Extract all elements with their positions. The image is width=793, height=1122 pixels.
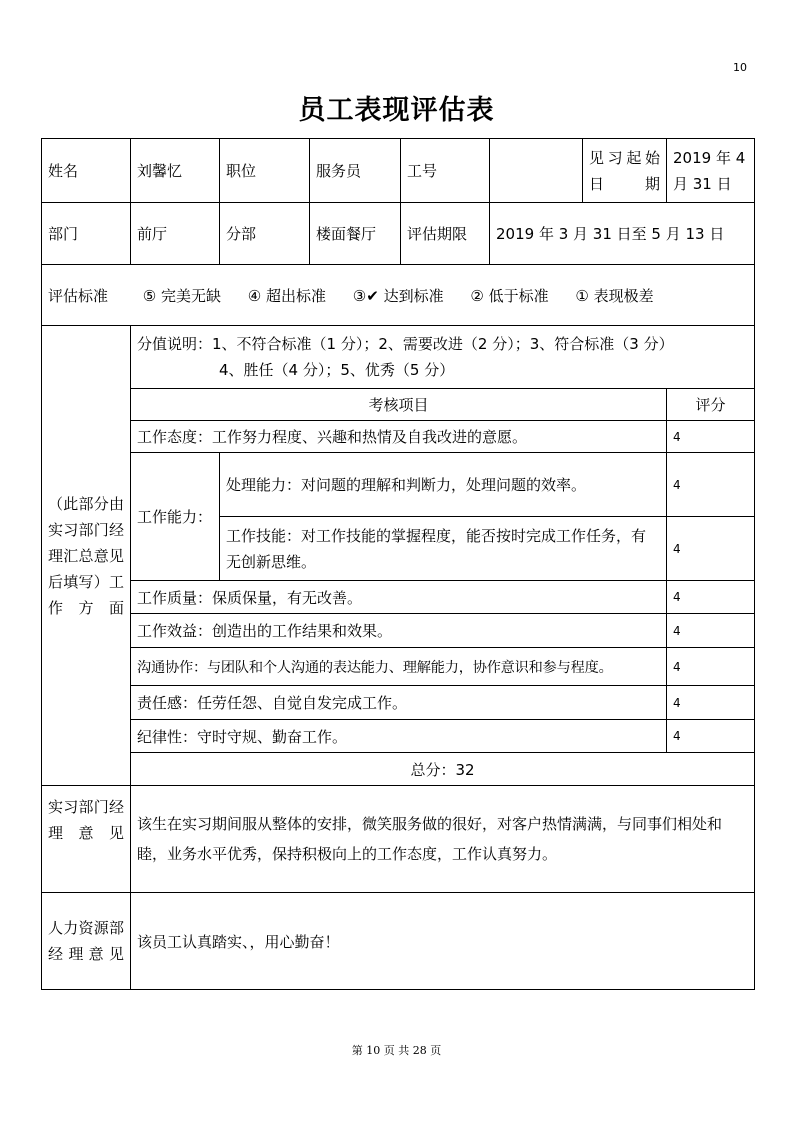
standard-1: ① 表现极差 [575,286,654,305]
standards-label: 评估标准 [48,286,109,305]
item-quality: 工作质量：保质保量，有无改善。 [131,581,667,614]
start-date-label: 见习起始日期 [583,139,667,203]
score-note-cell [131,326,755,389]
name-value: 刘馨忆 [131,139,220,203]
table-row [42,453,755,517]
position-value: 服务员 [310,139,401,203]
table-row [42,614,755,648]
score-note-line-2: 4、胜任（4 分）；5、优秀（5 分） [219,361,455,379]
standard-4: ④ 超出标准 [247,286,327,305]
col-score-header: 评分 [667,389,755,421]
dept-label: 部门 [42,203,131,265]
total-score: 总分：32 [131,753,755,786]
page-number: 10 [733,61,747,74]
col-item-header: 考核项目 [131,389,667,421]
table-row [42,581,755,614]
header-row-1 [42,139,755,203]
section-label: （此部分由实习部门经理汇总意见后填写）工作方面 [42,326,131,786]
standards-row [42,265,755,326]
name-label: 姓名 [42,139,131,203]
period-label: 评估期限 [401,203,490,265]
dept-opinion-row [42,786,755,893]
ability-label: 工作能力： [131,453,220,581]
score-attitude: 4 [667,421,755,453]
item-efficiency: 工作效益：创造出的工作结果和效果。 [131,614,667,648]
score-note-line-1: 分值说明：1、不符合标准（1 分）；2、需要改进（2 分）；3、符合标准（3 分） [137,335,674,353]
hr-opinion-label: 人力资源部经理意见 [42,893,131,990]
item-discipline: 纪律性：守时守规、勤奋工作。 [131,720,667,753]
start-date-value: 2019 年 4 月 31 日 [667,139,755,203]
standard-2: ② 低于标准 [470,286,549,305]
evaluation-form [41,138,755,990]
item-responsibility: 责任感：任劳任怨、自觉自发完成工作。 [131,686,667,720]
score-communication: 4 [667,648,755,686]
standards-list [143,287,654,305]
id-value [490,139,583,203]
table-row [42,421,755,453]
score-skills: 4 [667,517,755,581]
branch-value: 楼面餐厅 [310,203,401,265]
total-row [42,753,755,786]
dept-value: 前厅 [131,203,220,265]
table-row [42,648,755,686]
item-handling: 处理能力：对问题的理解和判断力，处理问题的效率。 [220,453,667,517]
dept-opinion-text: 该生在实习期间服从整体的安排，微笑服务做的很好，对客户热情满满，与同事们相处和睦，业务水平优秀，保持积极向上的工作态度，工作认真努力。 [131,786,755,893]
score-note-row [42,326,755,389]
item-communication: 沟通协作：与团队和个人沟通的表达能力、理解能力，协作意识和参与程度。 [131,648,667,686]
hr-opinion-row [42,893,755,990]
dept-opinion-label: 实习部门经理意见 [42,786,131,893]
standards-cell [42,265,755,326]
branch-label: 分部 [220,203,310,265]
score-responsibility: 4 [667,686,755,720]
id-label: 工号 [401,139,490,203]
score-quality: 4 [667,581,755,614]
standard-3: ③✔ 达到标准 [352,286,444,305]
form-title: 员工表现评估表 [298,95,495,126]
position-label: 职位 [220,139,310,203]
table-row [42,686,755,720]
score-discipline: 4 [667,720,755,753]
item-attitude: 工作态度：工作努力程度、兴趣和热情及自我改进的意愿。 [131,421,667,453]
header-row-2 [42,203,755,265]
score-efficiency: 4 [667,614,755,648]
page-footer: 第 10 页 共 28 页 [351,1044,442,1057]
hr-opinion-text: 该员工认真踏实、，用心勤奋！ [131,893,755,990]
column-header-row [42,389,755,421]
period-value: 2019 年 3 月 31 日至 5 月 13 日 [490,203,755,265]
standard-5: ⑤ 完美无缺 [142,286,222,305]
item-skills: 工作技能：对工作技能的掌握程度，能否按时完成工作任务，有无创新思维。 [220,517,667,581]
table-row [42,720,755,753]
score-handling: 4 [667,453,755,517]
